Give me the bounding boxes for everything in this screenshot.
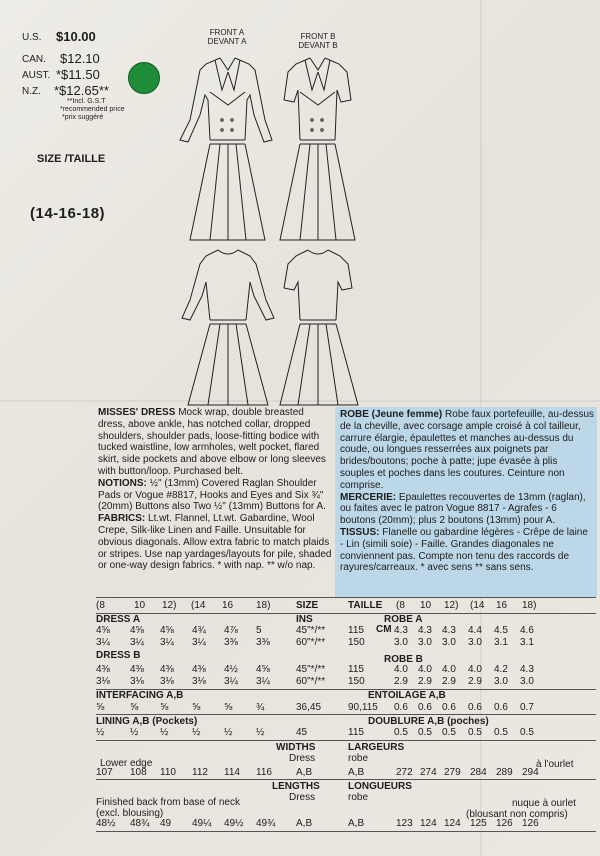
front-b-label: FRONT B DEVANT B: [298, 32, 338, 50]
table-header-rule: [96, 613, 596, 614]
front-a-sketch: [180, 58, 272, 240]
prix-suggere-note: *prix suggéré: [62, 114, 104, 121]
size-range: (14-16-18): [30, 205, 106, 222]
front-a-label: FRONT A DEVANT A: [207, 28, 247, 46]
front-b-sketch: [280, 58, 355, 240]
price-nz-label: N.Z.: [22, 86, 41, 97]
price-nz-value: *$12.65**: [54, 83, 109, 98]
price-aust-label: AUST.: [22, 70, 51, 81]
table-rule: [96, 779, 596, 780]
price-can-label: CAN.: [22, 54, 46, 65]
recommended-price-note: *recommended price: [60, 106, 125, 113]
size-label: SIZE /TAILLE: [37, 153, 106, 165]
table-top-rule: [96, 597, 596, 598]
back-a-sketch: [182, 250, 274, 405]
price-can-value: $12.10: [60, 51, 100, 66]
green-dot: [128, 62, 160, 94]
price-us-value: $10.00: [56, 29, 96, 44]
table-bottom-rule: [96, 831, 596, 832]
price-us-label: U.S.: [22, 32, 42, 43]
table-rule: [96, 714, 596, 715]
gst-note: **Incl. G.S.T: [67, 98, 106, 105]
english-description: MISSES' DRESS Mock wrap, double breasted dress, above ankle, has notched collar, dropped shoulders, shoulder pads, loose-fitting bodice with tucked waistline, low armholes, welt pocket, flared skirt, side pockets and above elbow or long sleeves with button/loop. Purchased belt. NOTIONS: ½" (13mm) Covered Raglan Shoulder Pads or Vogue #8817, Hooks and Eyes and Six ¾" (20mm) Buttons also Two ½" (13mm) Buttons for A. FABRICS: Lt.wt. Flannel, Lt.wt. Gabardine, Wool Crepe, Silk-like Linen and Faille. Unsuitable for obvious diagonals. Allow extra fabric to match plaids or stripes. Use nap yardages/layouts for pile, shaded or one-way design fabrics. * with nap. ** w/o nap.: [98, 407, 332, 572]
table-rule: [96, 740, 596, 741]
dress-sketches: [160, 50, 360, 410]
price-aust-value: *$11.50: [56, 67, 100, 82]
back-b-sketch: [280, 250, 358, 405]
table-header-row: (8 10 12) (14 16 18) SIZE TAILLE (8 10 12) (14 16 18): [96, 600, 537, 611]
french-description: ROBE (Jeune femme) Robe faux portefeuille, au-dessus de la cheville, avec corsage ample croisé à col tailleur, carrure élargie, épaulettes et manches au-dessus du coude, ou longues resserrées aux poignets par brides/boutons; poche à patte; jupe évasée à plis souples et poches dans les coutures. Ceinture non comprise. MERCERIE: Epaulettes recouvertes de 13mm (raglan), ou faites avec le patron Vogue 8817 - Agrafes - 6 boutons (20mm); plus 2 boutons (13mm) pour A. TISSUS: Flanelle ou gabardine légères - Crêpe de laine - Lin (simili soie) - Faille. Grandes diagonales ne conviennent pas. Compte non tenu des raccords de rayures/carreaux. * avec sens ** sans sens.: [340, 409, 595, 574]
pattern-envelope-back: U.S. $10.00 CAN. $12.10 AUST. *$11.50 N.Z. *$12.65** **Incl. G.S.T *recommended price *prix suggéré SIZE /TAILLE (14-16-18) FRONT A DEVANT A FRONT B DEVANT B MISSES' DRESS Mock wrap, double breasted dress, above ankle, has notched collar, dropped shoulders, shoulder pads, loose-fitting bodice with tucked waistline, low armholes, welt pocket, flared skirt, side pockets and above elbow or long sleeves with button/loop. Purchased belt. NOTIONS: ½" (13mm) Covered Raglan Shoulder Pads or Vogue #8817, Hooks and Eyes and Six ¾" (20mm) Buttons also Two ½" (13mm) Buttons for A. FABRICS: Lt.wt. Flannel, Lt.wt. Gabardine, Wool Crepe, Silk-like Linen and Faille. Unsuitable for obvious diagonals. Allow extra fabric to match plaids or stripes. Use nap yardages/layouts for pile, shaded or one-way design fabrics. * with nap. ** w/o nap. ROBE (Jeune femme) Robe faux portefeuille, au-dessus de la cheville, avec corsage ample croisé à col tailleur, carrure élargie, épaulettes et manches au-dessus du coude, ou longues resserrées aux poignets par brides/boutons; poche à patte; jupe évasée à plis souples et poches dans les coutures. Ceinture non comprise. MERCERIE: Epaulettes recouvertes de 13mm (raglan), ou faites avec le patron Vogue 8817 - Agrafes - 6 boutons (20mm); plus 2 boutons (13mm) pour A. TISSUS: Flanelle ou gabardine légères - Crêpe de laine - Lin (simili soie) - Faille. Grandes diagonales ne conviennent pas. Compte non tenu des raccords de rayures/carreaux. * avec sens ** sans sens. (8 10 12) (14 16 18) SIZE TAILLE (8 10 12) (14 16 18) DRESS A INS ROBE A CM 4⅝ 4⅝ 4⅝ 4¾ 4⅞ 5 45"*/** 115 4.3 4.3 4.3 4.4 4.5 4.6 3¼ 3¼ 3¼ 3¼ 3⅜ 3⅜ 60"*/** 150 3.0 3.0 3.0 3.0 3.1 3.1 DRESS B ROBE B 4⅜ 4⅜ 4⅜ 4⅜ 4½ 4⅝ 45"*/** 115 4.0 4.0 4.0 4.0 4.2 4.3 3⅛ 3⅛ 3⅛ 3⅛ 3¼ 3¼ 60"*/** 150 2.9 2.9 2.9 2.9 3.0 3.0 INTERFACING A,B ENTOILAGE A,B ⅝ ⅝ ⅝ ⅝ ⅝ ¾ 36,45 90,115 0.6 0.6 0.6 0.6 0.6 0.7 LINING A,B (Pockets) DOUBLURE A,B (poches) ½ ½ ½ ½ ½ ½ 45 115 0.5 0.5 0.5 0.5 0.5 0.5 WIDTHS LARGEURS Dress robe Lower edge à l'ourlet 107 108 110 112 114 116 A,B A,B 272 274 279 284 289 294 LENGTHS LONGUEURS Dress robe Finished back from base of neck (excl. blousing) nuque à ourlet (blousant non compris) 48½ 48¾ 49 49¼ 49½ 49¾ A,B A,B 123 124 124 125 126 126: [0, 0, 600, 856]
